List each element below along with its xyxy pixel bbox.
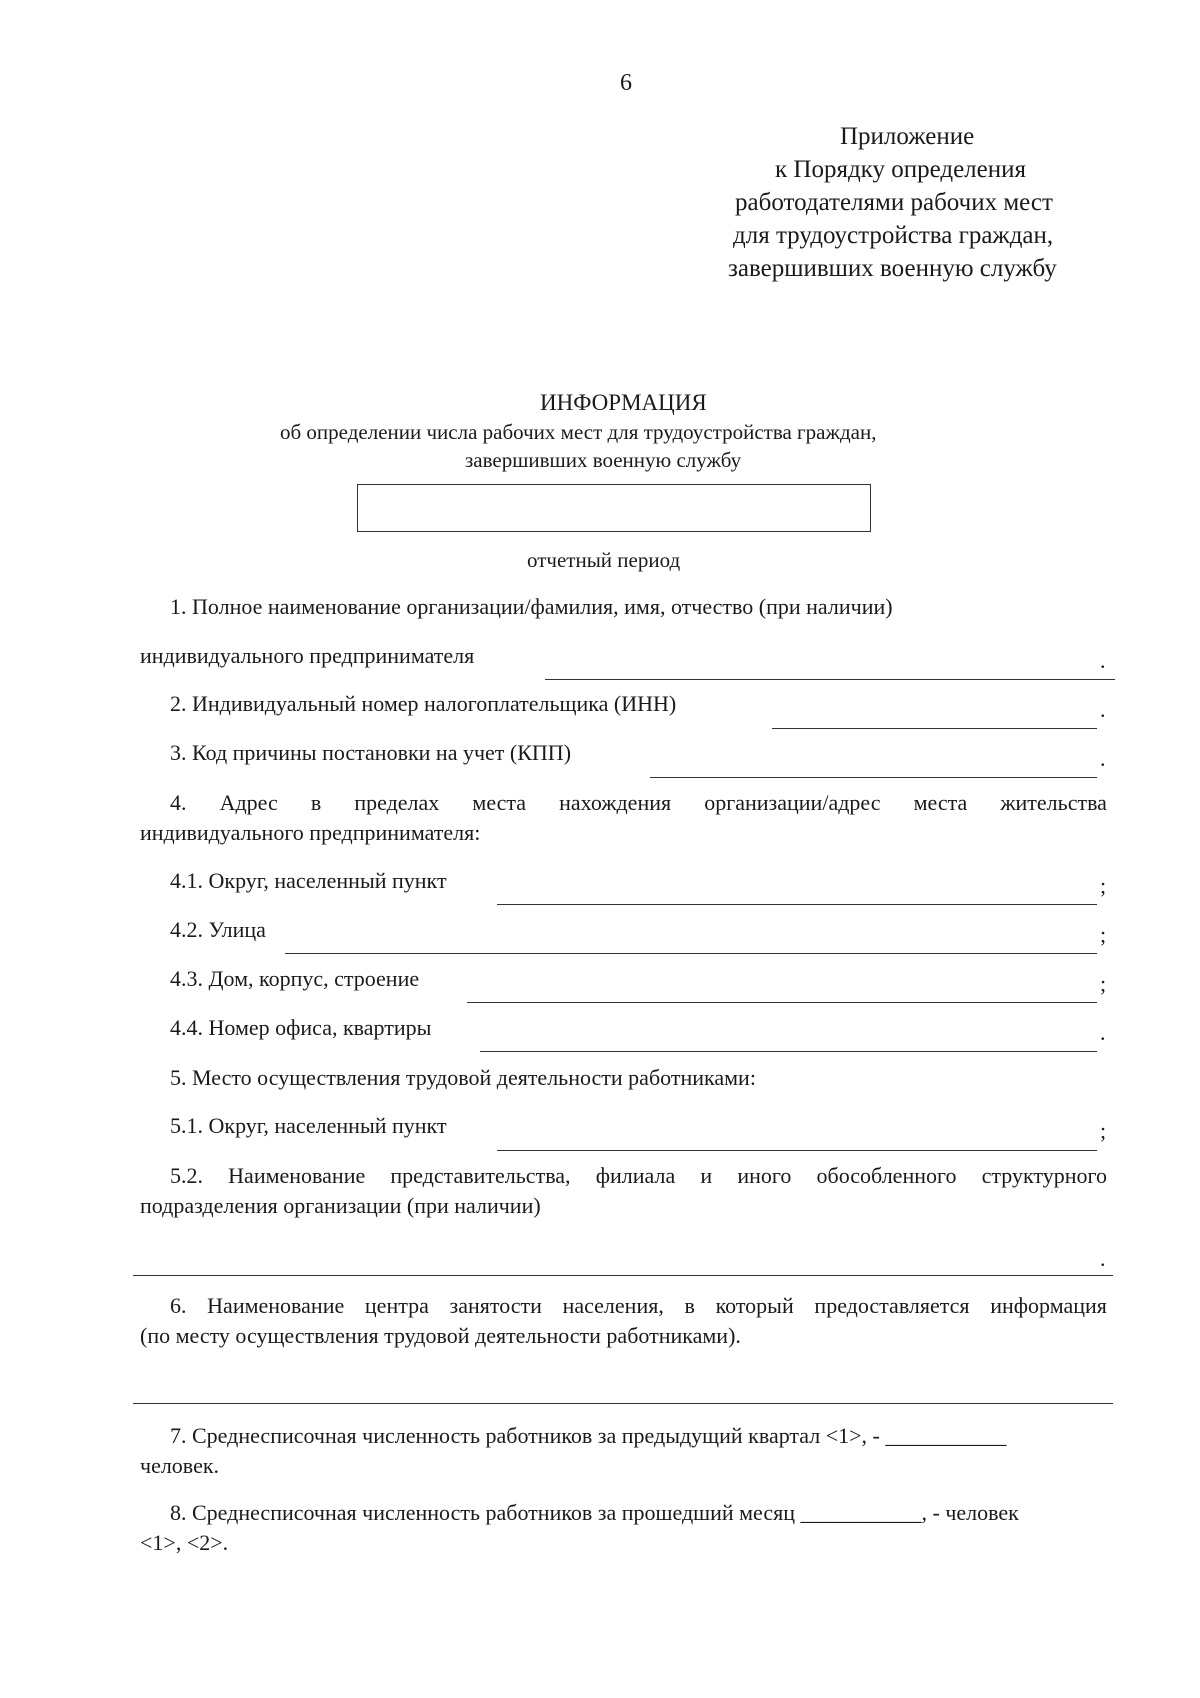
item-5-2-word: иного	[737, 1163, 792, 1188]
item-1-line-2: индивидуального предпринимателя	[140, 643, 475, 668]
appendix-line-5: завершивших военную службу	[728, 255, 1057, 282]
item-6-answer-line[interactable]	[133, 1403, 1113, 1404]
item-5-2-line-1	[170, 1163, 1107, 1189]
item-4-word: пределах	[354, 790, 440, 815]
item-4-word: места	[472, 790, 527, 815]
item-4-word: организации/адрес	[704, 790, 881, 815]
item-6-word: предоставляется	[814, 1293, 970, 1318]
item-4-4-period: .	[1100, 1020, 1106, 1045]
item-6-line-1	[170, 1293, 1107, 1319]
item-8-line-2: <1>, <2>.	[140, 1530, 229, 1555]
document-title: ИНФОРМАЦИЯ	[540, 390, 707, 415]
item-6-word: занятости	[449, 1293, 542, 1318]
item-2-answer-line[interactable]	[772, 728, 1097, 729]
appendix-line-4: для трудоустройства граждан,	[733, 222, 1054, 249]
item-5-1-answer-line[interactable]	[497, 1150, 1097, 1151]
item-2-period: .	[1100, 697, 1106, 722]
item-6-word: населения,	[562, 1293, 664, 1318]
item-3-label: 3. Код причины постановки на учет (КПП)	[170, 740, 572, 765]
item-6-word: в	[684, 1293, 695, 1318]
item-5-2-word: структурного	[981, 1163, 1107, 1188]
item-4-2-label: 4.2. Улица	[170, 917, 266, 942]
item-6-word: информация	[990, 1293, 1107, 1318]
item-4-1-answer-line[interactable]	[497, 904, 1097, 905]
item-4-word: жительства	[1000, 790, 1107, 815]
reporting-period-field[interactable]	[357, 484, 871, 532]
item-4-3-label: 4.3. Дом, корпус, строение	[170, 966, 420, 991]
item-5-2-word: 5.2.	[170, 1163, 203, 1188]
item-1-answer-line[interactable]	[545, 679, 1115, 680]
page-number: 6	[620, 70, 632, 96]
item-6-word: Наименование	[207, 1293, 345, 1318]
item-4-word: места	[913, 790, 968, 815]
item-1-line-1: 1. Полное наименование организации/фамилия, имя, отчество (при наличии)	[170, 594, 893, 619]
document-subtitle-2: завершивших военную службу	[465, 448, 742, 472]
item-5-2-word: представительства,	[390, 1163, 571, 1188]
item-5-2-answer-line[interactable]	[133, 1275, 1113, 1276]
item-6-word: который	[715, 1293, 794, 1318]
item-4-4-answer-line[interactable]	[480, 1051, 1097, 1052]
item-4-2-answer-line[interactable]	[285, 953, 1097, 954]
item-5-2-word: и	[700, 1163, 713, 1188]
item-5-1-semicolon: ;	[1100, 1118, 1107, 1143]
item-4-word: 4.	[170, 790, 187, 815]
item-4-word: в	[310, 790, 322, 815]
item-4-word: нахождения	[559, 790, 672, 815]
item-5-2-period: .	[1100, 1246, 1106, 1271]
item-6-word: 6.	[170, 1293, 187, 1318]
item-5-2-word: Наименование	[228, 1163, 366, 1188]
appendix-line-1: Приложение	[840, 123, 975, 150]
item-6-line-2: (по месту осуществления трудовой деятельности работниками).	[140, 1323, 741, 1348]
item-5-label: 5. Место осуществления трудовой деятельности работниками:	[170, 1065, 756, 1090]
item-5-2-word: филиала	[595, 1163, 676, 1188]
item-4-2-semicolon: ;	[1100, 922, 1107, 947]
item-4-word: Адрес	[219, 790, 278, 815]
appendix-line-2: к Порядку определения	[775, 156, 1027, 183]
item-8-line-1: 8. Среднесписочная численность работников за прошедший месяц ___________, - человек	[170, 1500, 1019, 1525]
item-4-line-1	[170, 790, 1107, 816]
item-4-4-label: 4.4. Номер офиса, квартиры	[170, 1015, 432, 1040]
item-4-1-label: 4.1. Округ, населенный пункт	[170, 868, 447, 893]
item-3-answer-line[interactable]	[650, 777, 1097, 778]
item-5-2-word: обособленного	[816, 1163, 957, 1188]
item-4-3-answer-line[interactable]	[467, 1002, 1097, 1003]
item-3-period: .	[1100, 746, 1106, 771]
item-4-3-semicolon: ;	[1100, 971, 1107, 996]
item-1-period: .	[1100, 648, 1106, 673]
item-6-word: центра	[364, 1293, 429, 1318]
document-subtitle-1: об определении числа рабочих мест для трудоустройства граждан,	[280, 420, 877, 444]
appendix-line-3: работодателями рабочих мест	[735, 189, 1053, 216]
reporting-period-label: отчетный период	[527, 548, 681, 572]
item-4-1-semicolon: ;	[1100, 873, 1107, 898]
item-2-label: 2. Индивидуальный номер налогоплательщика (ИНН)	[170, 691, 677, 716]
item-5-1-label: 5.1. Округ, населенный пункт	[170, 1113, 447, 1138]
item-7-line-2: человек.	[140, 1453, 220, 1478]
item-4-line-2: индивидуального предпринимателя:	[140, 820, 481, 845]
item-5-2-line-2: подразделения организации (при наличии)	[140, 1193, 541, 1218]
item-7-line-1: 7. Среднесписочная численность работников за предыдущий квартал <1>, - ___________	[170, 1423, 1007, 1448]
